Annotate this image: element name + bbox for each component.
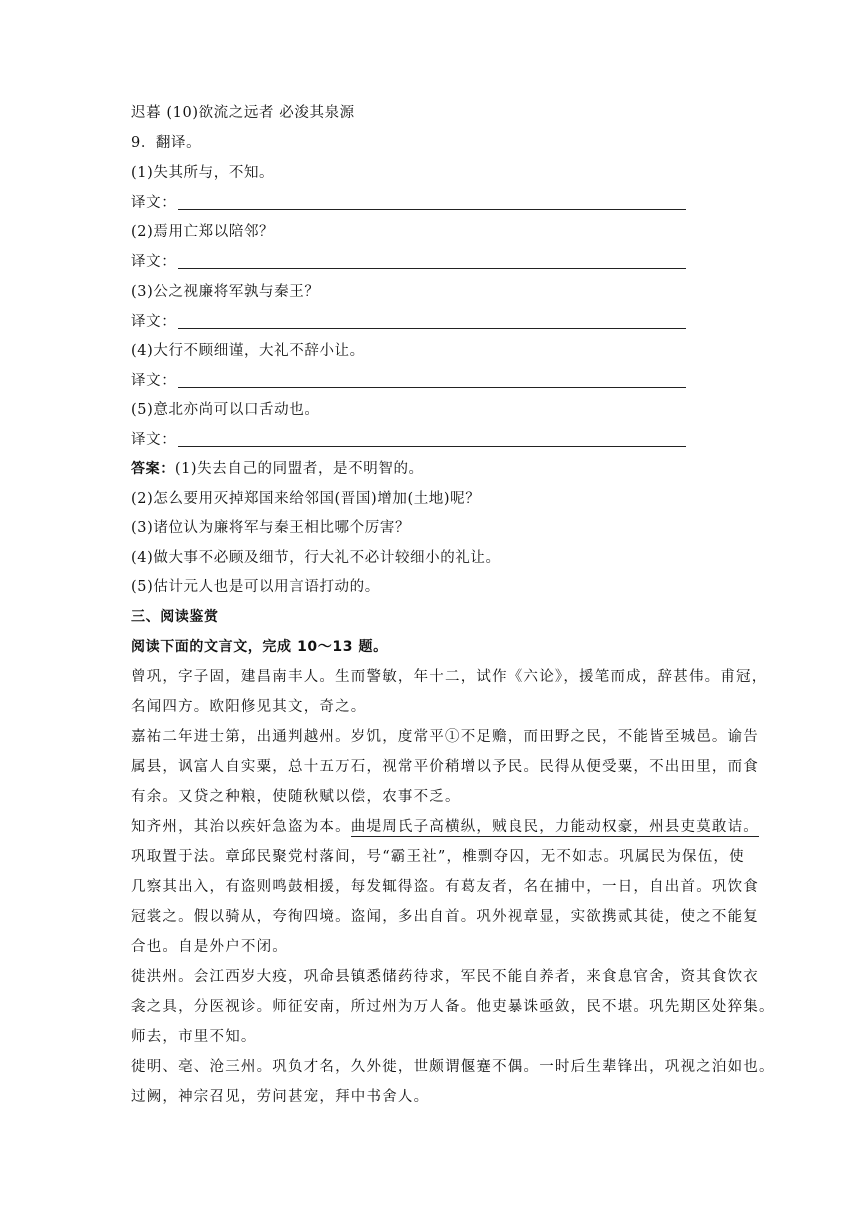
section-instruction: 阅读下面的文言文，完成 10～13 题。: [131, 639, 388, 655]
answer-blank: [178, 434, 686, 447]
translation-label: 译文：: [131, 373, 177, 389]
passage-p1-line-2: 名闻四方。欧阳修见其文，奇之。: [131, 699, 367, 715]
passage-p4-line-3: 师去，市里不知。: [131, 1029, 257, 1045]
underlined-sentence: 曲堤周氏子高横纵，贼良民，力能动权豪，州县吏莫敢诘。: [350, 819, 760, 835]
translation-line-4: [131, 371, 686, 391]
answer-blank: [178, 375, 686, 388]
q9-heading: 9．翻译。: [131, 135, 202, 151]
passage-p4-line-2: 衾之具，分医视诊。师征安南，所过州为万人备。他吏暴诛亟敛，民不堪。巩先期区处猝集。: [131, 999, 775, 1015]
passage-p3-line-2: 巩取置于法。章邱民聚党村落间，号“霸王社”，椎剽夺囚，无不如志。巩属民为保伍，使: [131, 849, 745, 865]
passage-p3-line-5: 合也。自是外户不闭。: [131, 939, 288, 955]
answer-line-1: [131, 459, 424, 479]
answer-label: 答案：: [131, 461, 175, 477]
passage-p2-line-3: 有余。又贷之种粮，使随秋赋以偿，农事不乏。: [131, 789, 461, 805]
q9-item-5: (5)意北亦尚可以口舌动也。: [131, 402, 320, 418]
passage-p1-line-1: 曾巩，字子固，建昌南丰人。生而警敏，年十二，试作《六论》，援笔而成，辞甚伟。甫冠，: [131, 669, 768, 685]
q9-item-3: (3)公之视廉将军孰与秦王？: [131, 284, 320, 300]
passage-p5-line-2: 过阙，神宗召见，劳问甚宠，拜中书舍人。: [131, 1089, 430, 1105]
translation-label: 译文：: [131, 432, 177, 448]
translation-label: 译文：: [131, 254, 177, 270]
q9-item-2: (2)焉用亡郑以陪邻？: [131, 224, 275, 240]
passage-p4-line-1: 徙洪州。会江西岁大疫，巩命县镇悉储药待求，军民不能自养者，来食息官舍，资其食饮衣: [131, 969, 759, 985]
translation-line-2: [131, 252, 686, 272]
passage-p3-line-3: 几察其出入，有盗则鸣鼓相援，每发辄得盗。有葛友者，名在捕中，一日，自出首。巩饮食: [131, 879, 759, 895]
q9-item-4: (4)大行不顾细谨，大礼不辞小让。: [131, 343, 365, 359]
answer-blank: [178, 316, 686, 329]
translation-line-3: [131, 312, 686, 332]
passage-p3-line-4: 冠裳之。假以骑从，夸徇四境。盗闻，多出自首。巩外视章显，实欲携贰其徒，使之不能复: [131, 909, 759, 925]
passage-p2-line-2: 属县，讽富人自实粟，总十五万石，视常平价稍增以予民。民得从便受粟，不出田里，而食: [131, 759, 759, 775]
answer-line-5: (5)估计元人也是可以用言语打动的。: [131, 579, 380, 595]
translation-line-1: [131, 193, 686, 213]
translation-line-5: [131, 430, 686, 450]
q8-answer-tail: 迟暮 (10)欲流之远者 必浚其泉源: [131, 105, 355, 121]
passage-p3-line-1: [131, 817, 759, 837]
answer-blank: [178, 197, 686, 210]
section-title: 三、阅读鉴赏: [131, 609, 219, 625]
passage-p3-intro: 知齐州，其治以疾奸急盗为本。: [131, 819, 351, 835]
passage-p5-line-1: 徙明、亳、沧三州。巩负才名，久外徙，世颇谓偃蹇不偶。一时后生辈锋出，巩视之泊如也。: [131, 1059, 775, 1075]
answer-text-1: (1)失去自己的同盟者，是不明智的。: [174, 461, 424, 477]
translation-label: 译文：: [131, 195, 177, 211]
answer-line-4: (4)做大事不必顾及细节，行大礼不必计较细小的礼让。: [131, 550, 501, 566]
q9-item-1: (1)失其所与，不知。: [131, 165, 275, 181]
passage-p2-line-1: 嘉祐二年进士第，出通判越州。岁饥，度常平①不足赡，而田野之民，不能皆至城邑。谕告: [131, 729, 759, 745]
answer-line-3: (3)诸位认为廉将军与秦王相比哪个厉害？: [131, 520, 411, 536]
answer-blank: [178, 256, 686, 269]
translation-label: 译文：: [131, 314, 177, 330]
answer-line-2: (2)怎么要用灭掉郑国来给邻国(晋国)增加(土地)呢？: [131, 491, 481, 507]
